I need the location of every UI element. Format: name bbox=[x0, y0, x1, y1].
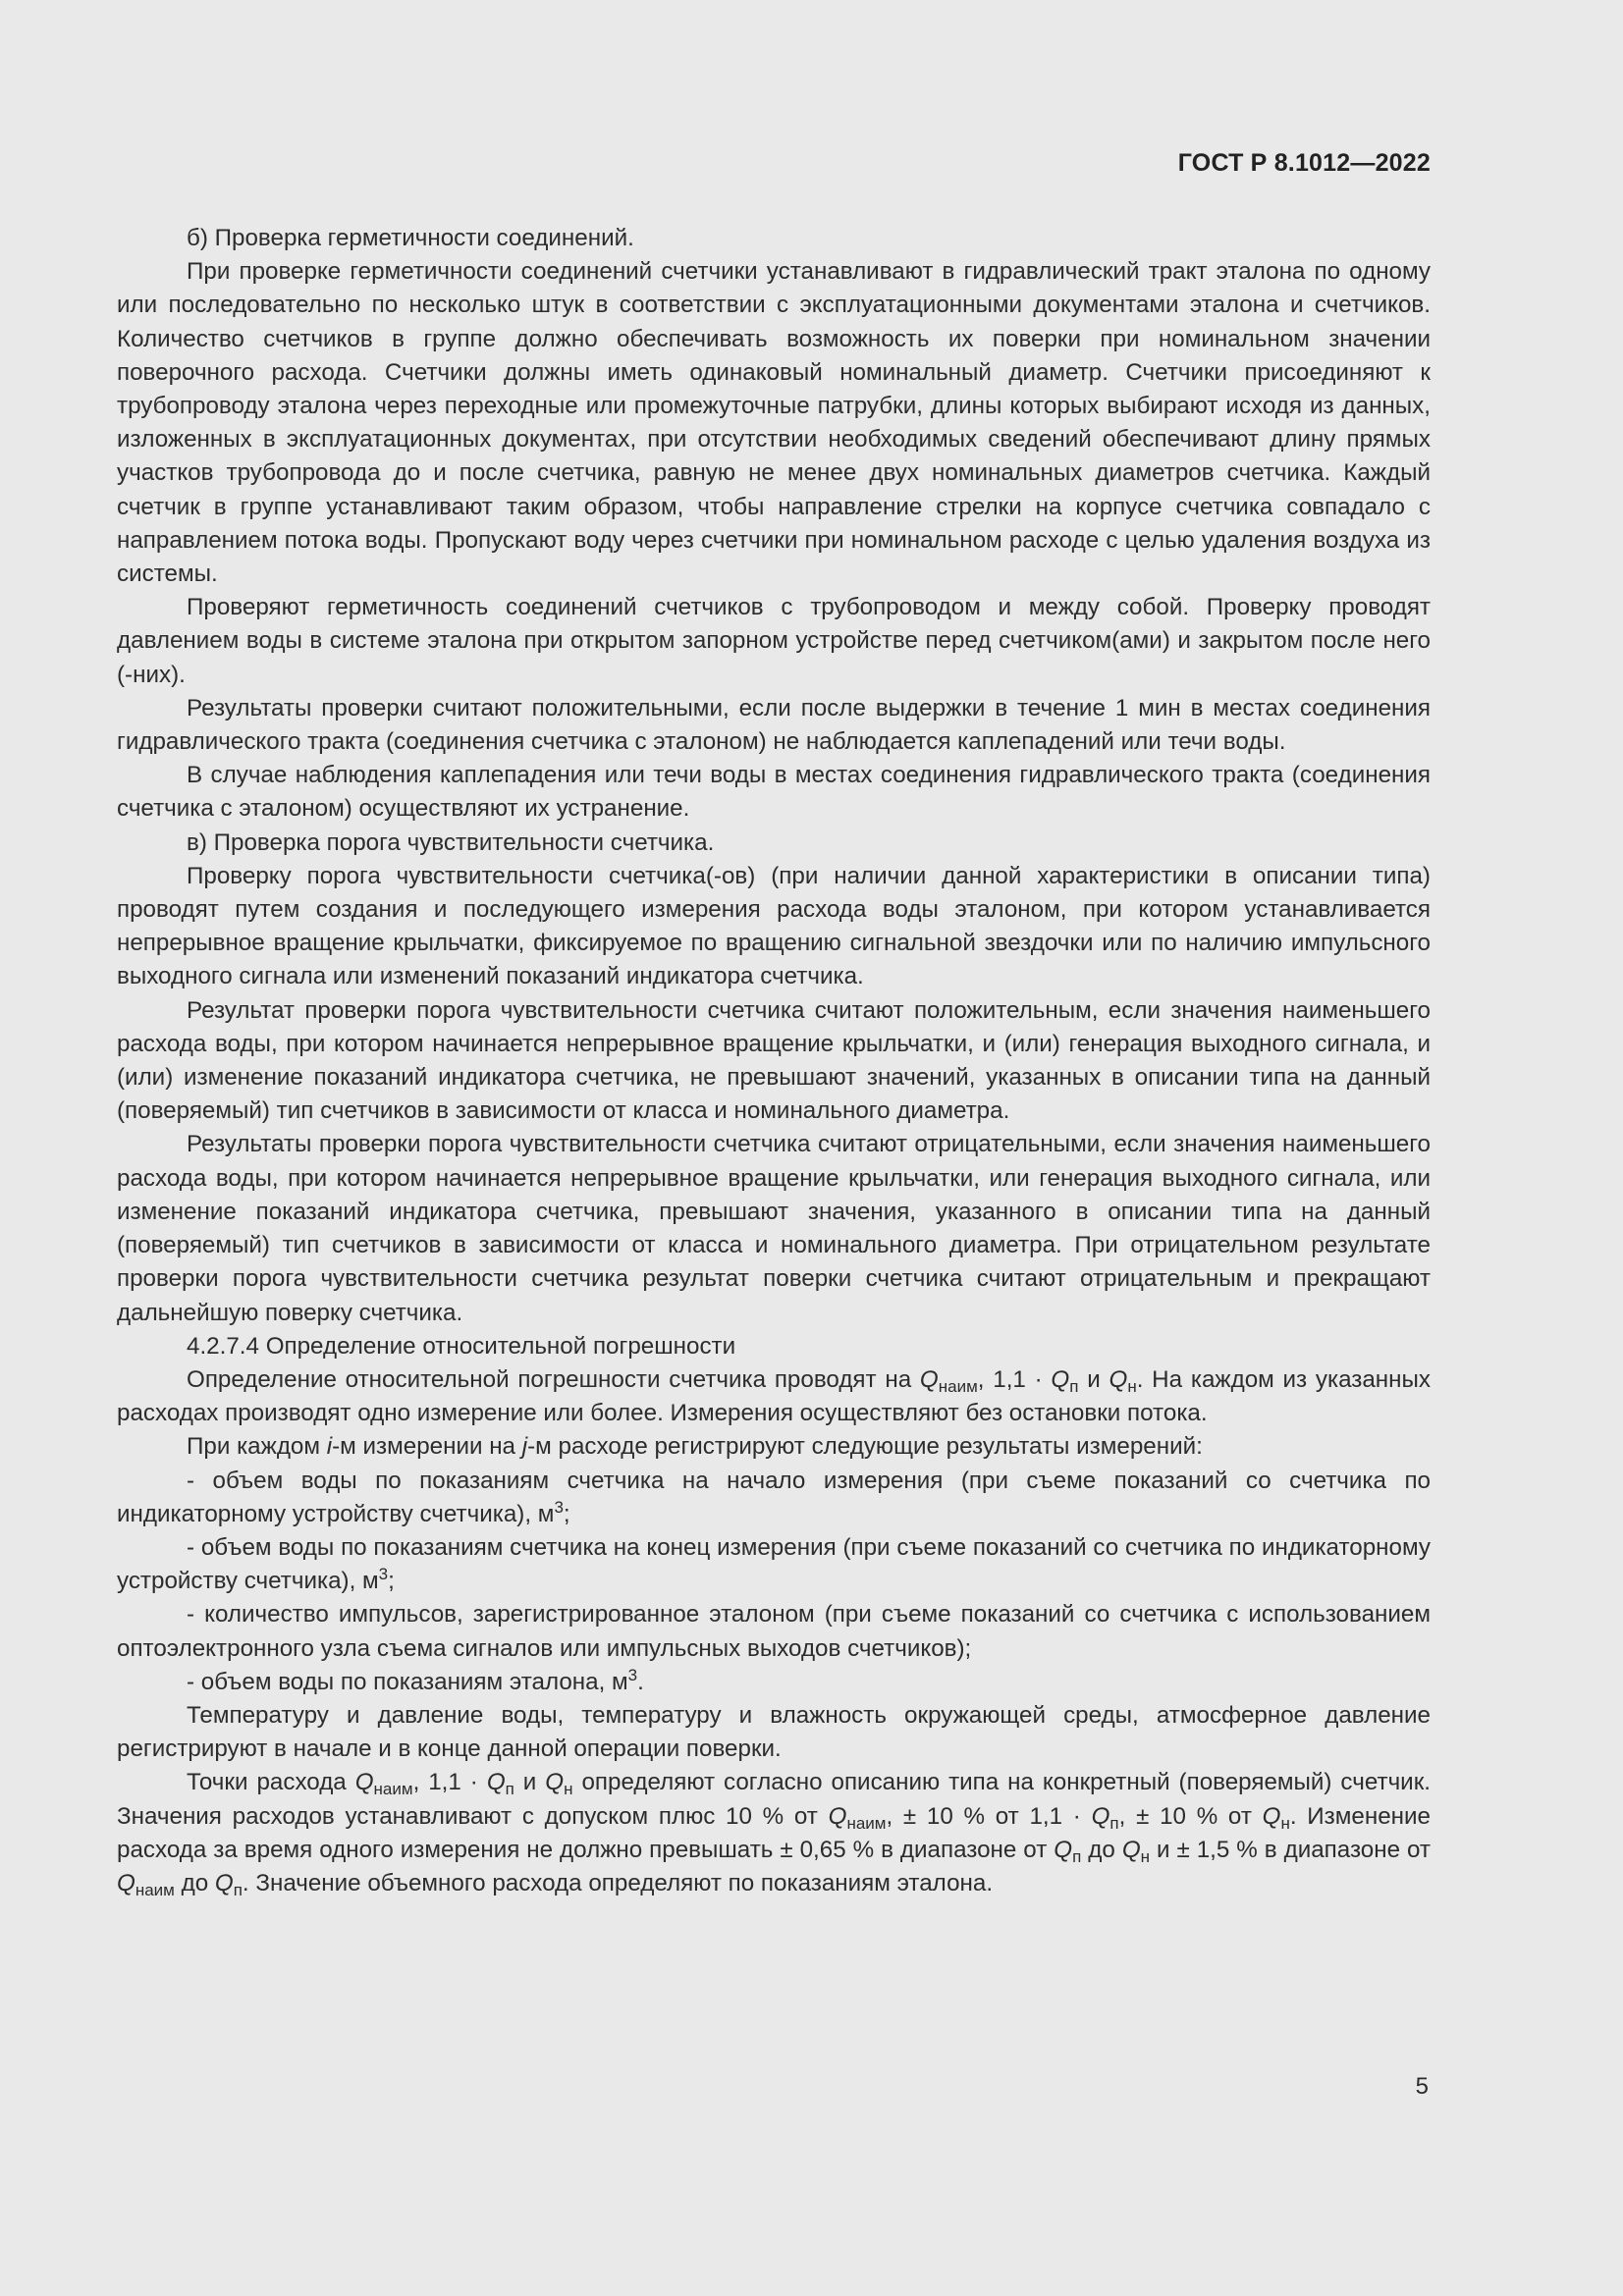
paragraph: Проверяют герметичность соединений счетчиков с трубопроводом и между собой. Проверку проводят давлением воды в системе эталона при открытом запорном устройстве перед счетчиком(ами) и закрытом после него (-них). bbox=[117, 594, 1431, 688]
list-item: - объем воды по показаниям счетчика на начало измерения (при съеме показаний со счетчика по индикаторному устройству счетчика), $м^3$; bbox=[117, 1467, 1431, 1527]
paragraph: б) Проверка герметичности соединений. bbox=[187, 225, 634, 251]
paragraph: Температуру и давление воды, температуру и влажность окружающей среды, атмосферное давление регистрируют в начале и в конце данной операции поверки. bbox=[117, 1701, 1431, 1763]
paragraph: В случае наблюдения каплепадения или течи воды в местах соединения гидравлического тракта (соединения счетчика с эталоном) осуществляют их устранение. bbox=[117, 762, 1431, 823]
paragraph: Определение относительной погрешности счетчика проводят на $Q_{наим}$, $1,1 \cdot Q_п$ и $Q_н$. На каждом из указанных расходах производят одно измерение или более. Измерения осуществляют без остановки потока. bbox=[117, 1365, 1431, 1427]
paragraph: Результаты проверки считают положительными, если после выдержки в течение 1 мин в местах соединения гидравлического тракта (соединения счетчика с эталоном) не наблюдается каплепадений или течи воды. bbox=[117, 694, 1431, 756]
list-item: - количество импульсов, зарегистрированное эталоном (при съеме показаний со счетчика с использованием оптоэлектронного узла съема сигналов или импульсных выходов счетчиков); bbox=[117, 1601, 1431, 1662]
paragraph: Проверку порога чувствительности счетчика(-ов) (при наличии данной характеристики в описании типа) проводят путем создания и последующего измерения расхода воды эталоном, при котором устанавливается непрерывное вращение крыльчатки, фиксируемое по вращению сигнальной звездочки или по наличию импульсного выходного сигнала или изменений показаний индикатора счетчика. bbox=[117, 862, 1431, 990]
paragraph: Точки расхода $Q_{наим}$, $1,1 \cdot Q_п$ и $Q_н$ определяют согласно описанию типа на конкретный (поверяемый) счетчик. Значения расходов устанавливают с допуском плюс 10 % от $Q_{наим}$, ± 10 % от $1,1 \cdot Q_п$, ± 10 % от $Q_н$. Изменение расхода за время одного измерения не должно превышать ± 0,65 % в диапазоне от $Q_п$ до $Q_н$ и ± 1,5 % в диапазоне от $Q_{наим}$ до $Q_п$. Значение объемного расхода определяют по показаниям эталона. bbox=[117, 1769, 1431, 1899]
page-number: 5 bbox=[1415, 2073, 1429, 2100]
paragraph: Результат проверки порога чувствительности счетчика считают положительным, если значения наименьшего расхода воды, при котором начинается непрерывное вращение крыльчатки, и (или) генерация выходного сигнала, и (или) изменение показаний индикатора счетчика, не превышают значений, указанных в описании типа на данный (поверяемый) тип счетчиков в зависимости от класса и номинального диаметра. bbox=[117, 996, 1431, 1125]
document-code-header: ГОСТ Р 8.1012—2022 bbox=[1177, 149, 1431, 177]
paragraph: Результаты проверки порога чувствительности счетчика считают отрицательными, если значения наименьшего расхода воды, при котором начинается непрерывное вращение крыльчатки, или генерация выходного сигнала, или изменение показаний индикатора счетчика, превышают значения, указанного в описании типа на данный (поверяемый) тип счетчиков в зависимости от класса и номинального диаметра. При отрицательном результате проверки порога чувствительности счетчика результат поверки счетчика считают отрицательным и прекращают дальнейшую поверку счетчика. bbox=[117, 1131, 1431, 1326]
section-heading: 4.2.7.4 Определение относительной погрешности bbox=[187, 1332, 736, 1360]
list-item: - объем воды по показаниям счетчика на конец измерения (при съеме показаний со счетчика по индикаторному устройству счетчика), $м^3$; bbox=[117, 1533, 1431, 1595]
paragraph: При проверке герметичности соединений счетчики устанавливают в гидравлический тракт эталона по одному или последовательно по несколько штук в соответствии с эксплуатационными документами эталона и счетчиков. Количество счетчиков в группе должно обеспечивать возможность их поверки при номинальном значении поверочного расхода. Счетчики должны иметь одинаковый номинальный диаметр. Счетчики присоединяют к трубопроводу эталона через переходные или промежуточные патрубки, длины которых выбирают исходя из данных, изложенных в эксплуатационных документах, при отсутствии необходимых сведений обеспечивают длину прямых участков трубопровода до и после счетчика, равную не менее двух номинальных диаметров счетчика. Каждый счетчик в группе устанавливают таким образом, чтобы направление стрелки на корпусе счетчика совпадало с направлением потока воды. Пропускают воду через счетчики при номинальном расходе с целью удаления воздуха из системы. bbox=[117, 258, 1431, 588]
paragraph: При каждом i-м измерении на j-м расходе регистрируют следующие результаты измерений: bbox=[187, 1433, 1203, 1461]
list-item: - объем воды по показаниям эталона, $м^3$. bbox=[187, 1665, 644, 1695]
document-body bbox=[117, 222, 1431, 1900]
paragraph: в) Проверка порога чувствительности счетчика. bbox=[187, 828, 715, 856]
